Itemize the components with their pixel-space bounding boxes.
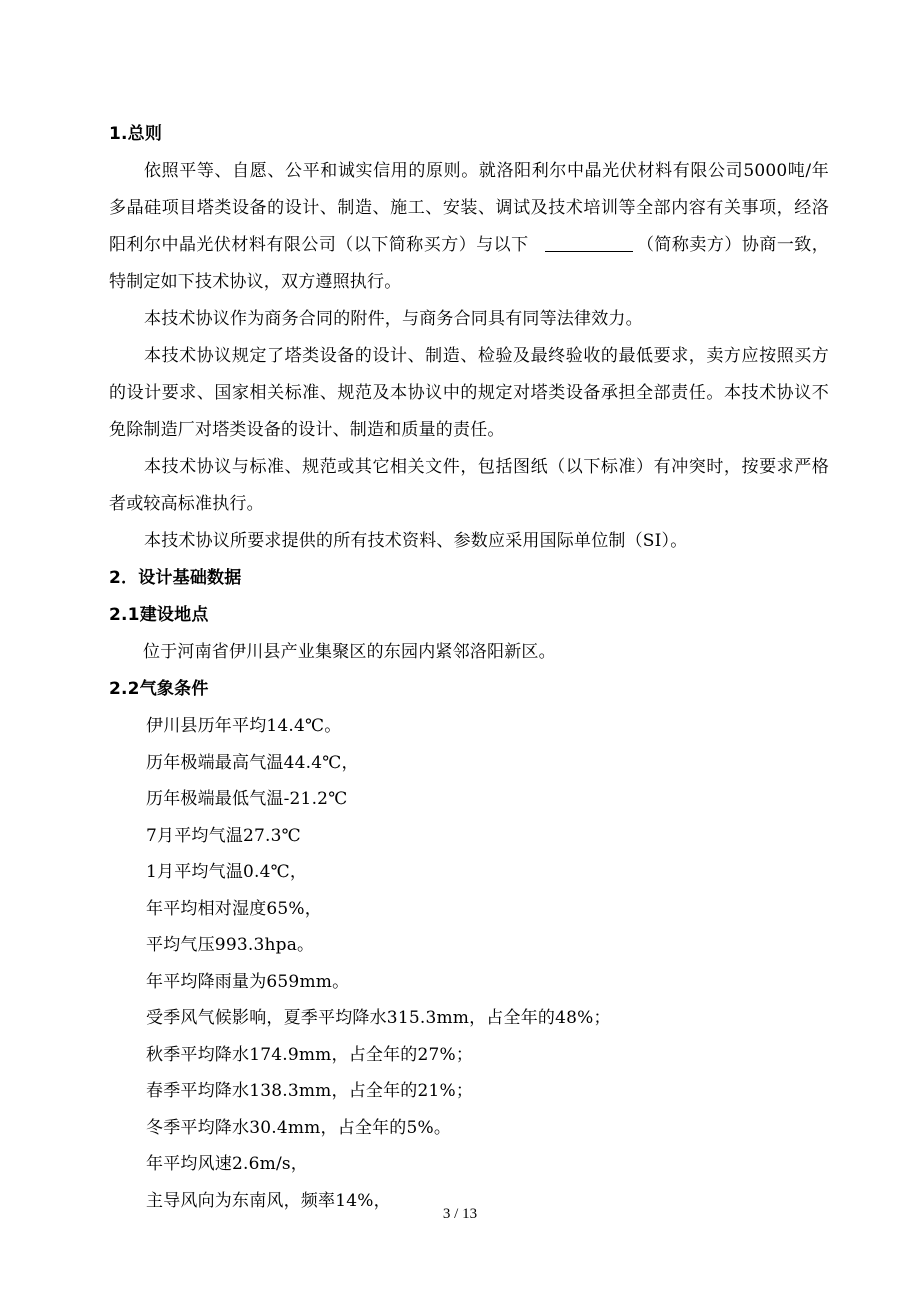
paragraph-minimum-requirements: 本技术协议规定了塔类设备的设计、制造、检验及最终验收的最低要求，卖方应按照买方的设计要求、国家相关标准、规范及本协议中的规定对塔类设备承担全部责任。本技术协议不免除制造厂对塔类设备的设计、制造和质量的责任。: [109, 346, 829, 440]
paragraph-si-units: 本技术协议所要求提供的所有技术资料、参数应采用国际单位制（SI）。: [144, 531, 688, 551]
climate-item: 7月平均气温27.3℃: [146, 825, 301, 846]
paragraph-principles-part1: 依照平等、自愿、公平和诚实信用的原则。就洛阳利尔中晶光伏材料有限公司5000吨/年多晶硅项目塔类设备的设计、制造、施工、安装、调试及技术培训等全部内容有关事项，经洛阳利尔中晶光伏材料有限公司（以下简称买方）与以下: [109, 161, 829, 255]
paragraph-principles-part2: （简称卖方）协商一致，特制定如下技术协议，双方遵照执行。: [109, 235, 829, 292]
climate-item: 伊川县历年平均14.4℃。: [146, 716, 342, 736]
climate-data-list: [109, 708, 829, 1219]
section-heading-general: 1.总则: [109, 124, 163, 144]
paragraph-conflict-resolution: 本技术协议与标准、规范或其它相关文件，包括图纸（以下标准）有冲突时，按要求严格者或较高标准执行。: [109, 457, 829, 514]
document-body: [109, 116, 829, 1219]
climate-item: 受季风气候影响，夏季平均降水315.3mm，占全年的48%；: [146, 1008, 611, 1028]
site-location-text: 位于河南省伊川县产业集聚区的东园内紧邻洛阳新区。: [143, 642, 556, 662]
section-heading-design-data: 2．设计基础数据: [109, 568, 242, 588]
climate-item: 秋季平均降水174.9mm，占全年的27%；: [146, 1044, 474, 1065]
climate-item: 春季平均降水138.3mm，占全年的21%；: [146, 1081, 474, 1101]
subsection-heading-site: 2.1建设地点: [109, 605, 209, 625]
climate-item: 历年极端最低气温-21.2℃: [146, 789, 348, 809]
climate-item: 平均气压993.3hpa。: [146, 935, 315, 955]
climate-item: 年平均相对湿度65%，: [146, 898, 322, 919]
paragraph-principles: [109, 153, 829, 301]
climate-item: 1月平均气温0.4℃，: [146, 862, 308, 882]
climate-item: 冬季平均降水30.4mm，占全年的5%。: [146, 1117, 452, 1138]
climate-item: 主导风向为东南风，频率14%，: [146, 1190, 391, 1211]
paragraph-legal-effect: 本技术协议作为商务合同的附件，与商务合同具有同等法律效力。: [144, 309, 643, 329]
subsection-heading-climate: 2.2气象条件: [109, 679, 209, 699]
climate-item: 年平均风速2.6m/s，: [146, 1154, 309, 1174]
climate-item: 年平均降雨量为659mm。: [146, 971, 350, 992]
seller-name-blank: [545, 233, 633, 252]
page-number: 3 / 13: [442, 1206, 478, 1222]
climate-item: 历年极端最高气温44.4℃，: [146, 752, 359, 773]
